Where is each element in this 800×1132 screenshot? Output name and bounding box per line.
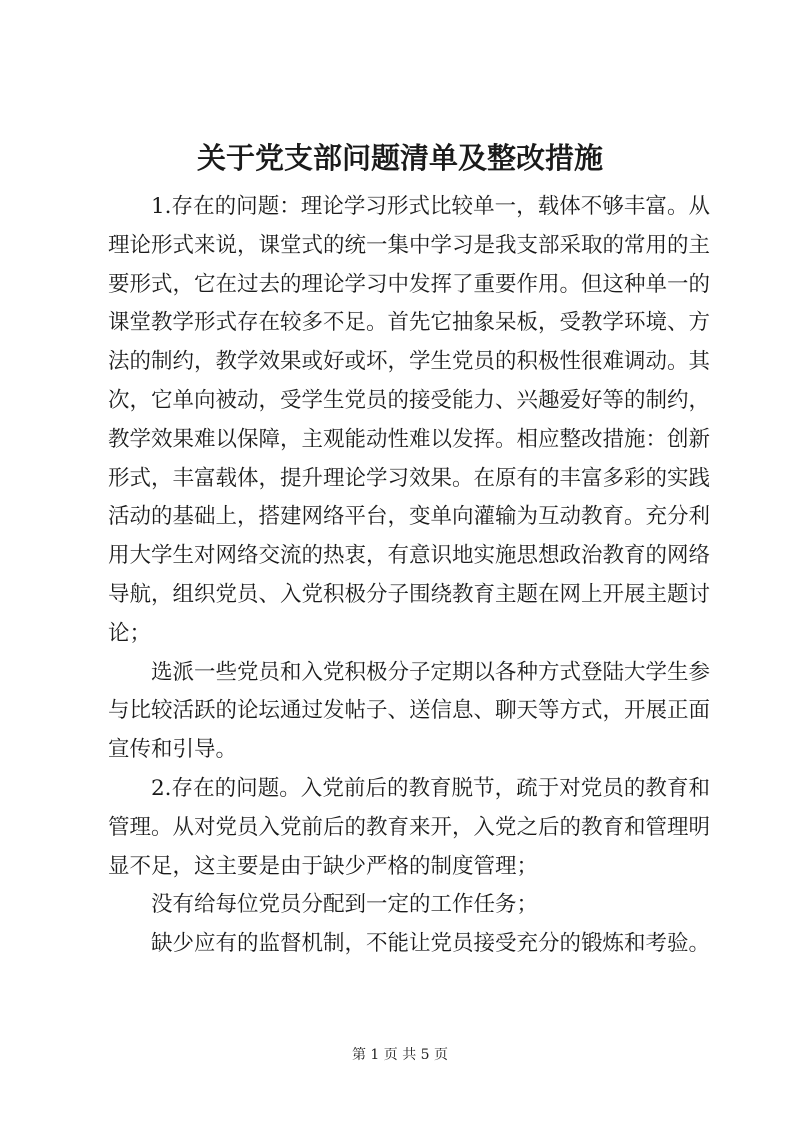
paragraph-1: 1.存在的问题：理论学习形式比较单一，载体不够丰富。从理论形式来说，课堂式的统一集中学习是我支部采取的常用的主要形式，它在过去的理论学习中发挥了重要作用。但这种单一的课堂教学形式存在较多不足。首先它抽象呆板，受教学环境、方法的制约，教学效果或好或坏，学生党员的积极性很难调动。其次，它单向被动，受学生党员的接受能力、兴趣爱好等的制约，教学效果难以保障，主观能动性难以发挥。相应整改措施：创新形式，丰富载体，提升理论学习效果。在原有的丰富多彩的实践活动的基础上，搭建网络平台，变单向灌输为互动教育。充分利用大学生对网络交流的热衷，有意识地实施思想政治教育的网络导航，组织党员、入党积极分子围绕教育主题在网上开展主题讨论； bbox=[108, 194, 711, 646]
paragraph-5: 缺少应有的监督机制，不能让党员接受充分的锻炼和考验。 bbox=[151, 931, 711, 957]
document-title: 关于党支部问题清单及整改措施 bbox=[196, 141, 603, 175]
paragraph-2: 选派一些党员和入党积极分子定期以各种方式登陆大学生参与比较活跃的论坛通过发帖子、送信息、聊天等方式，开展正面宣传和引导。 bbox=[108, 659, 711, 763]
page-number-footer: 第 1 页 共 5 页 bbox=[351, 1047, 449, 1063]
paragraph-4: 没有给每位党员分配到一定的工作任务； bbox=[151, 892, 539, 918]
paragraph-3: 2.存在的问题。入党前后的教育脱节，疏于对党员的教育和管理。从对党员入党前后的教育来开，入党之后的教育和管理明显不足，这主要是由于缺少严格的制度管理； bbox=[108, 775, 711, 879]
document-body bbox=[108, 188, 710, 964]
